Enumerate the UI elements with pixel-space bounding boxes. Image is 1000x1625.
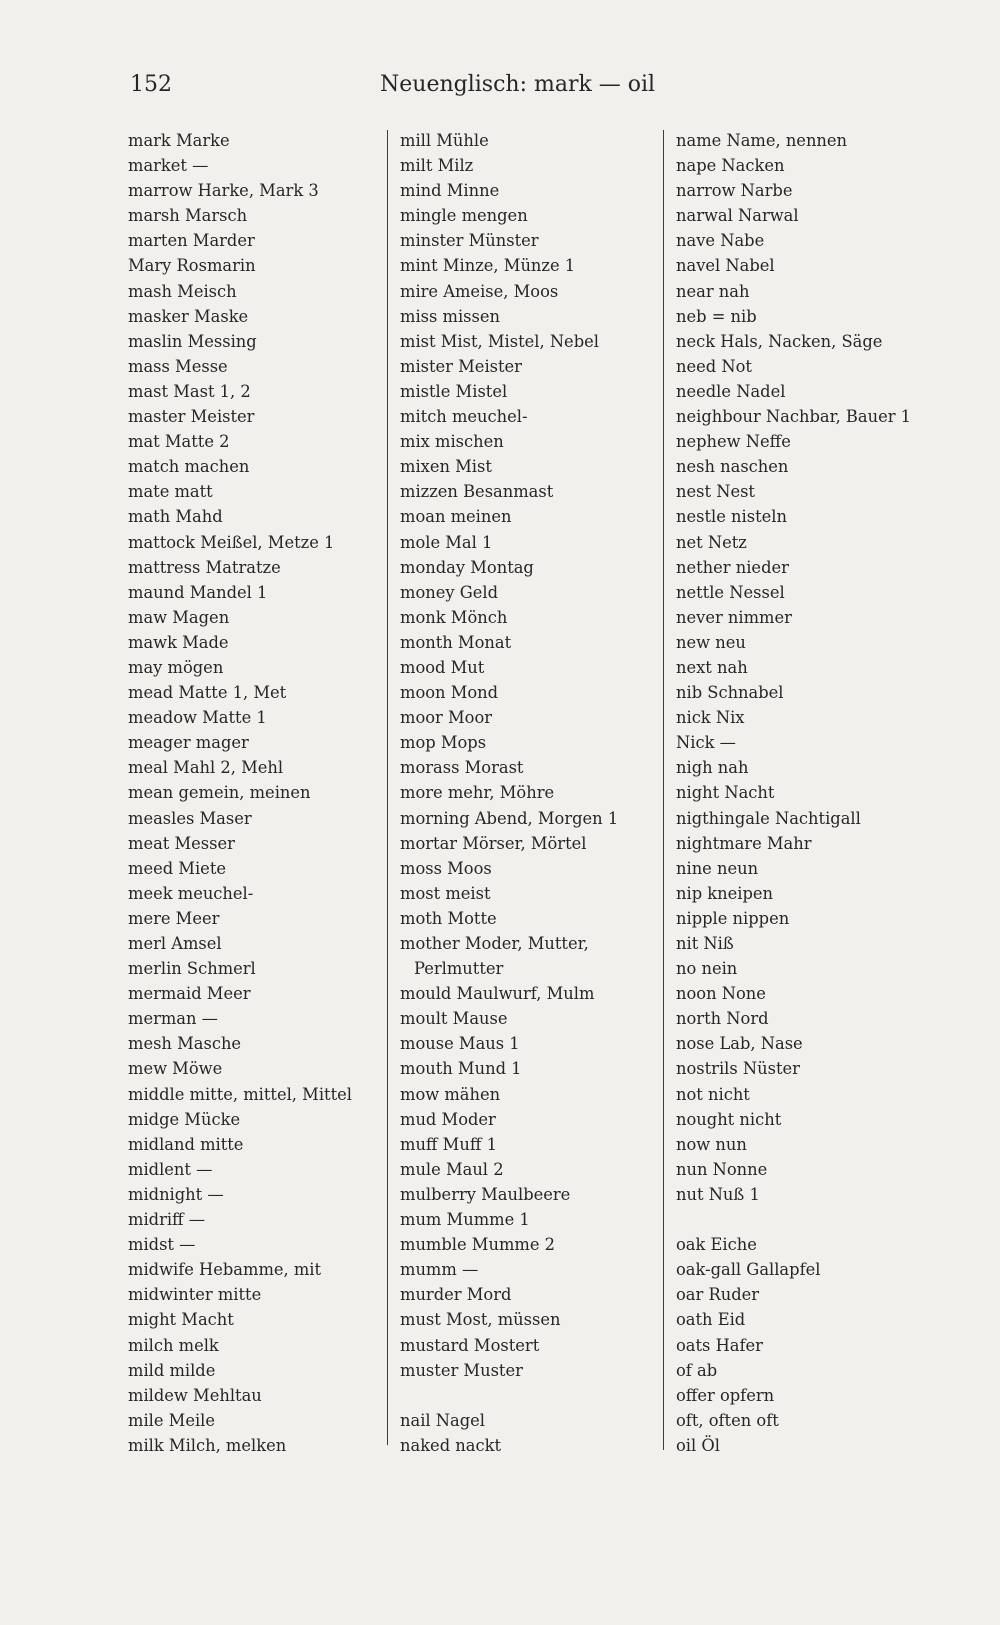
dictionary-entry: nave Nabe	[676, 231, 765, 251]
dictionary-column-1	[128, 128, 352, 1458]
dictionary-entry: mum Mumme 1	[400, 1210, 530, 1230]
dictionary-entry: nought nicht	[676, 1109, 782, 1129]
dictionary-entry: navel Nabel	[676, 256, 775, 276]
dictionary-entry: noon None	[676, 984, 766, 1004]
dictionary-entry: middle mitte, mittel, Mittel	[128, 1084, 352, 1104]
dictionary-entry: needle Nadel	[676, 381, 786, 401]
dictionary-entry: mind Minne	[400, 181, 500, 201]
dictionary-entry: Perlmutter	[414, 959, 504, 979]
dictionary-column-3	[676, 128, 911, 1458]
dictionary-entry: narrow Narbe	[676, 181, 793, 201]
dictionary-entry: mattress Matratze	[128, 557, 281, 577]
dictionary-entry: oak-gall Gallapfel	[676, 1260, 821, 1280]
dictionary-entry: most meist	[400, 883, 491, 903]
dictionary-entry: nip kneipen	[676, 883, 774, 903]
dictionary-entry: offer opfern	[676, 1385, 775, 1405]
dictionary-entry: month Monat	[400, 632, 512, 652]
dictionary-entry: merlin Schmerl	[128, 959, 256, 979]
dictionary-entry: oft, often oft	[676, 1410, 779, 1430]
dictionary-entry: maw Magen	[128, 607, 230, 627]
dictionary-entry: naked nackt	[400, 1435, 502, 1455]
dictionary-entry: maslin Messing	[128, 331, 257, 351]
dictionary-entry: mow mähen	[400, 1084, 501, 1104]
dictionary-entry: mere Meer	[128, 908, 220, 928]
dictionary-entry: mingle mengen	[400, 206, 528, 226]
column-rule-left	[387, 130, 388, 1445]
dictionary-entry: moult Mause	[400, 1009, 508, 1029]
dictionary-entry: midwinter mitte	[128, 1285, 262, 1305]
dictionary-entry: meek meuchel-	[128, 883, 254, 903]
dictionary-entry: math Mahd	[128, 507, 223, 527]
dictionary-entry: midriff —	[128, 1210, 206, 1230]
dictionary-entry: mew Möwe	[128, 1059, 223, 1079]
dictionary-entry: mesh Masche	[128, 1034, 242, 1054]
dictionary-entry: merl Amsel	[128, 934, 222, 953]
dictionary-entry: measles Maser	[128, 808, 252, 828]
dictionary-entry: oar Ruder	[676, 1285, 760, 1305]
dictionary-entry: nestle nisteln	[676, 507, 787, 527]
dictionary-entry: meadow Matte 1	[128, 708, 267, 728]
dictionary-entry: night Nacht	[676, 783, 775, 803]
dictionary-entry: midge Mücke	[128, 1109, 241, 1129]
dictionary-entry: nit Niß	[676, 934, 734, 953]
dictionary-entry: mild milde	[128, 1360, 216, 1380]
dictionary-entry: nephew Neffe	[676, 432, 791, 452]
dictionary-entry: muster Muster	[400, 1360, 523, 1380]
dictionary-entry: more mehr, Möhre	[400, 783, 555, 803]
dictionary-entry: mix mischen	[400, 432, 504, 452]
dictionary-entry: nut Nuß 1	[676, 1184, 760, 1204]
dictionary-entry: marrow Harke, Mark 3	[128, 181, 319, 201]
dictionary-entry: mood Mut	[400, 657, 485, 677]
dictionary-entry: narwal Narwal	[676, 206, 799, 226]
dictionary-entry: mill Mühle	[400, 131, 489, 150]
dictionary-entry: merman —	[128, 1009, 218, 1029]
dictionary-entry: mumm —	[400, 1260, 479, 1280]
dictionary-entry: moth Motte	[400, 908, 497, 928]
dictionary-entry: need Not	[676, 356, 752, 376]
dictionary-entry: nick Nix	[676, 708, 745, 728]
dictionary-entry: mulberry Maulbeere	[400, 1184, 571, 1204]
dictionary-entry: north Nord	[676, 1009, 769, 1029]
entry-spacer	[676, 1207, 911, 1232]
dictionary-entry: mead Matte 1, Met	[128, 683, 287, 703]
dictionary-entry: midlent —	[128, 1159, 213, 1179]
dictionary-entry: nigthingale Nachtigall	[676, 808, 861, 828]
dictionary-entry: oil Öl	[676, 1435, 720, 1455]
dictionary-entry: name Name, nennen	[676, 131, 848, 150]
dictionary-entry: not nicht	[676, 1084, 750, 1104]
dictionary-entry: mile Meile	[128, 1410, 216, 1430]
dictionary-entry: mistle Mistel	[400, 381, 508, 401]
dictionary-entry: mortar Mörser, Mörtel	[400, 833, 587, 853]
dictionary-entry: oats Hafer	[676, 1335, 763, 1355]
dictionary-entry: meager mager	[128, 733, 249, 753]
dictionary-entry: morass Morast	[400, 758, 524, 778]
dictionary-entry: moss Moos	[400, 858, 492, 878]
dictionary-entry: nipple nippen	[676, 908, 790, 928]
dictionary-entry: Nick —	[676, 733, 736, 753]
dictionary-entry: mop Mops	[400, 733, 487, 753]
dictionary-entry: Mary Rosmarin	[128, 256, 256, 276]
dictionary-entry: nail Nagel	[400, 1410, 485, 1430]
dictionary-entry: next nah	[676, 657, 748, 677]
dictionary-entry: muff Muff 1	[400, 1134, 497, 1154]
dictionary-entry: nib Schnabel	[676, 683, 784, 703]
dictionary-entry: midst —	[128, 1235, 196, 1255]
dictionary-entry: milk Milch, melken	[128, 1435, 287, 1455]
dictionary-entry: might Macht	[128, 1310, 234, 1330]
dictionary-entry: mildew Mehltau	[128, 1385, 262, 1405]
dictionary-entry: monk Mönch	[400, 607, 508, 627]
dictionary-entry: master Meister	[128, 407, 255, 427]
entry-spacer	[400, 1383, 618, 1408]
dictionary-entry: minster Münster	[400, 231, 539, 251]
dictionary-entry: oath Eid	[676, 1310, 746, 1330]
dictionary-entry: nigh nah	[676, 758, 749, 778]
dictionary-entry: no nein	[676, 959, 738, 979]
dictionary-entry: midland mitte	[128, 1134, 244, 1154]
dictionary-entry: oak Eiche	[676, 1235, 757, 1255]
dictionary-entry: miss missen	[400, 306, 501, 326]
dictionary-entry: milt Milz	[400, 156, 474, 176]
dictionary-entry: nightmare Mahr	[676, 833, 812, 853]
dictionary-entry: nine neun	[676, 858, 759, 878]
dictionary-entry: mermaid Meer	[128, 984, 251, 1004]
dictionary-entry: mixen Mist	[400, 457, 492, 477]
dictionary-entry: mouth Mund 1	[400, 1059, 522, 1079]
dictionary-entry: must Most, müssen	[400, 1310, 561, 1330]
dictionary-entry: mustard Mostert	[400, 1335, 540, 1355]
dictionary-entry: nesh naschen	[676, 457, 789, 477]
dictionary-entry: mother Moder, Mutter,	[400, 934, 589, 953]
dictionary-entry: may mögen	[128, 657, 224, 677]
dictionary-entry: morning Abend, Morgen 1	[400, 808, 619, 828]
dictionary-entry: nether nieder	[676, 557, 789, 577]
dictionary-entry: never nimmer	[676, 607, 792, 627]
dictionary-entry: mat Matte 2	[128, 432, 230, 452]
dictionary-entry: mole Mal 1	[400, 532, 493, 552]
dictionary-entry: net Netz	[676, 532, 747, 552]
dictionary-entry: meat Messer	[128, 833, 235, 853]
dictionary-entry: nest Nest	[676, 482, 755, 502]
dictionary-entry: mule Maul 2	[400, 1159, 504, 1179]
dictionary-entry: marten Marder	[128, 231, 255, 251]
running-head: Neuenglisch: mark — oil	[380, 72, 656, 97]
dictionary-entry: mizzen Besanmast	[400, 482, 554, 502]
dictionary-entry: neck Hals, Nacken, Säge	[676, 331, 883, 351]
dictionary-entry: mud Moder	[400, 1109, 496, 1129]
dictionary-entry: nettle Nessel	[676, 582, 785, 602]
dictionary-entry: moor Moor	[400, 708, 493, 728]
dictionary-entry: market —	[128, 156, 209, 176]
dictionary-entry: nose Lab, Nase	[676, 1034, 803, 1054]
dictionary-entry: near nah	[676, 281, 750, 301]
dictionary-entry: masker Maske	[128, 306, 249, 326]
dictionary-entry: mould Maulwurf, Mulm	[400, 984, 595, 1004]
dictionary-entry: mitch meuchel-	[400, 407, 528, 427]
dictionary-entry: midwife Hebamme, mit	[128, 1260, 322, 1280]
dictionary-entry: marsh Marsch	[128, 206, 248, 226]
dictionary-entry: new neu	[676, 632, 746, 652]
dictionary-entry: mash Meisch	[128, 281, 237, 301]
dictionary-entry: milch melk	[128, 1335, 219, 1355]
dictionary-entry: mate matt	[128, 482, 213, 502]
dictionary-entry: money Geld	[400, 582, 499, 602]
dictionary-entry: midnight —	[128, 1184, 224, 1204]
dictionary-entry: neb = nib	[676, 306, 757, 326]
dictionary-entry: mumble Mumme 2	[400, 1235, 556, 1255]
dictionary-entry: mint Minze, Münze 1	[400, 256, 576, 276]
dictionary-entry: now nun	[676, 1134, 747, 1154]
dictionary-entry: monday Montag	[400, 557, 534, 577]
dictionary-entry: nape Nacken	[676, 156, 785, 176]
dictionary-entry: meal Mahl 2, Mehl	[128, 758, 284, 778]
dictionary-entry: mass Messe	[128, 356, 228, 376]
dictionary-entry: moan meinen	[400, 507, 512, 527]
dictionary-entry: mister Meister	[400, 356, 522, 376]
dictionary-entry: mist Mist, Mistel, Nebel	[400, 331, 599, 351]
dictionary-entry: moon Mond	[400, 683, 499, 703]
dictionary-entry: mast Mast 1, 2	[128, 381, 251, 401]
page-number: 152	[130, 72, 172, 97]
dictionary-entry: murder Mord	[400, 1285, 512, 1305]
dictionary-entry: mawk Made	[128, 632, 229, 652]
dictionary-entry: neighbour Nachbar, Bauer 1	[676, 407, 912, 427]
dictionary-entry: mean gemein, meinen	[128, 783, 311, 803]
dictionary-column-2	[400, 128, 618, 1458]
dictionary-entry: mouse Maus 1	[400, 1034, 520, 1054]
dictionary-entry: nostrils Nüster	[676, 1059, 800, 1079]
dictionary-entry: match machen	[128, 457, 250, 477]
dictionary-entry: mark Marke	[128, 131, 230, 150]
dictionary-entry: mattock Meißel, Metze 1	[128, 532, 335, 552]
dictionary-entry: of ab	[676, 1360, 718, 1380]
dictionary-entry: maund Mandel 1	[128, 582, 268, 602]
dictionary-entry: meed Miete	[128, 858, 226, 878]
dictionary-entry: nun Nonne	[676, 1159, 768, 1179]
dictionary-entry: mire Ameise, Moos	[400, 281, 559, 301]
column-rule-right	[663, 130, 664, 1450]
